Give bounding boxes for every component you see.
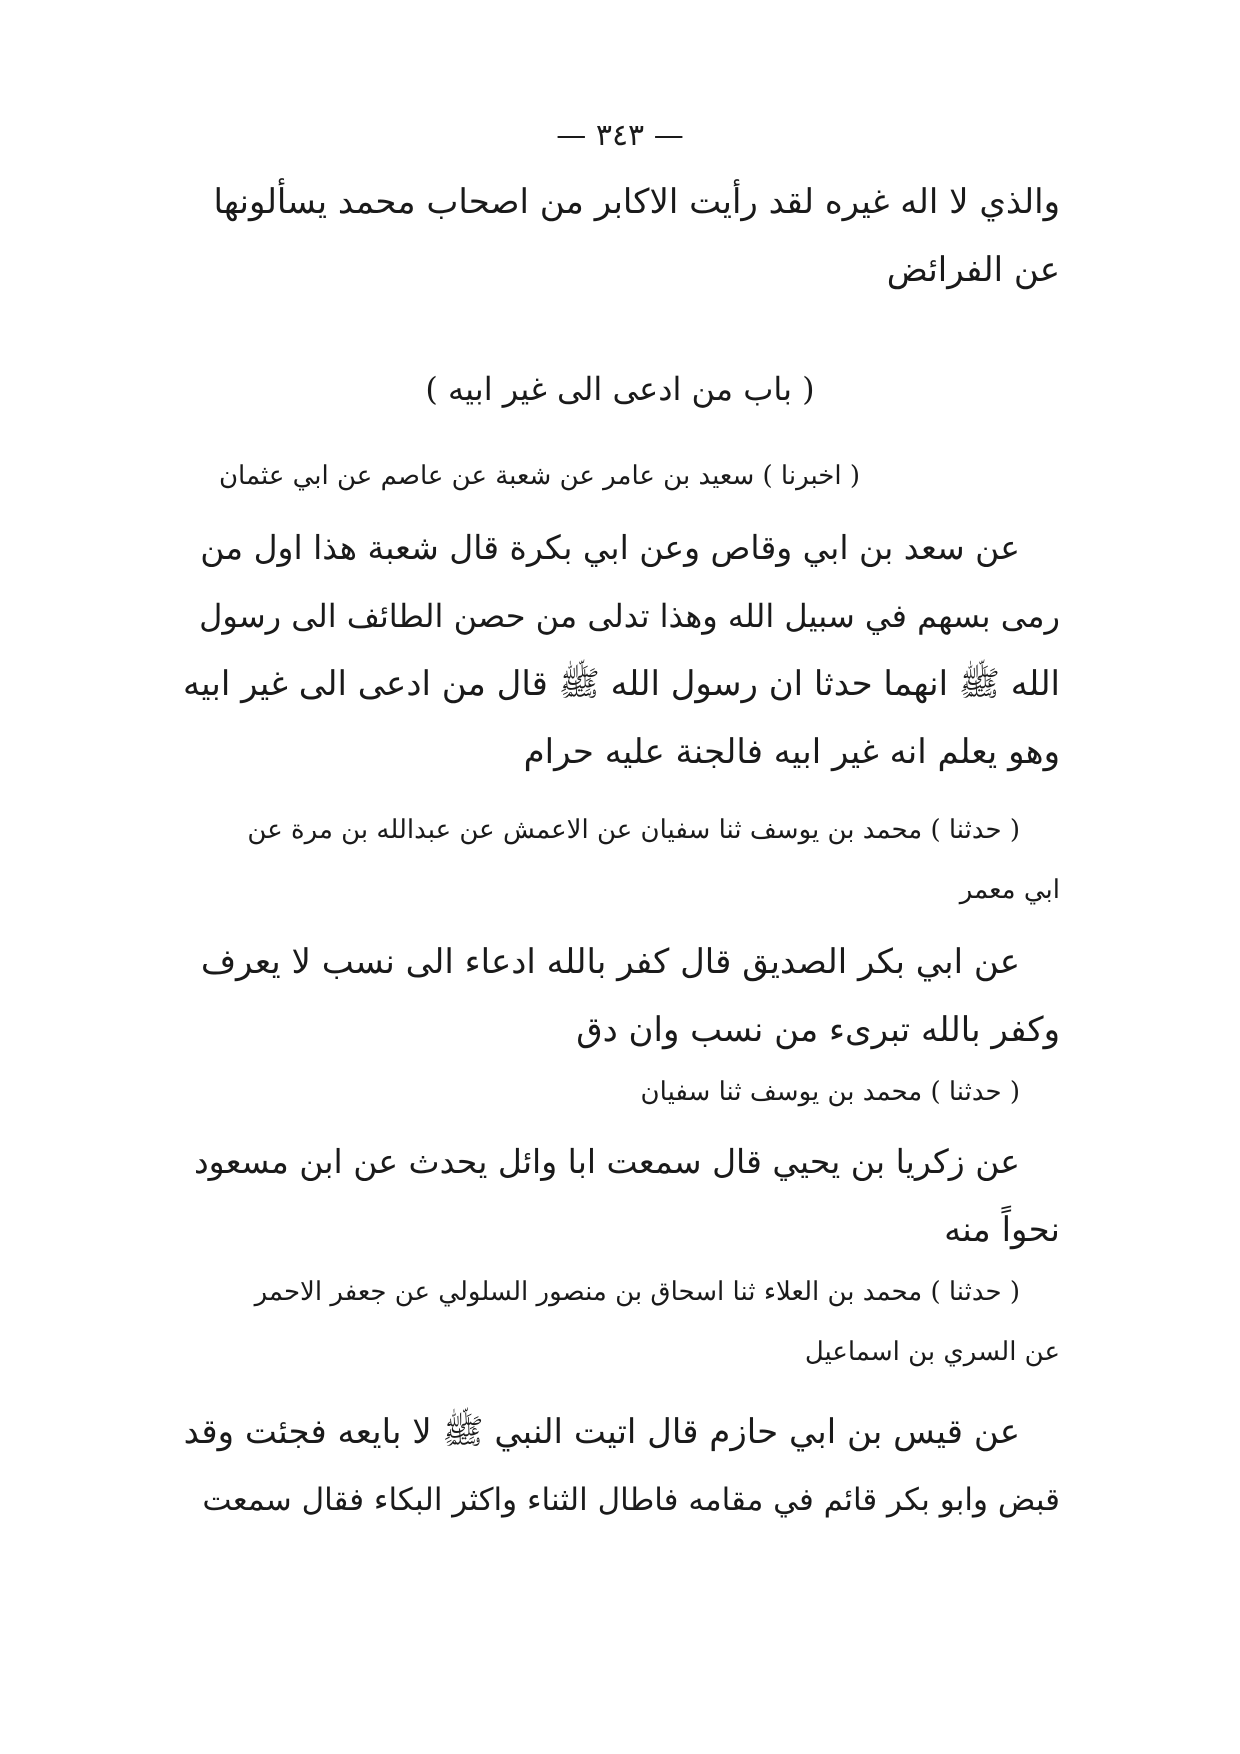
- isnad-chain: [180, 1262, 1060, 1382]
- text-line: والذي لا اله غيره لقد رأيت الاكابر من اصحاب محمد يسألونها: [213, 182, 1060, 222]
- paragraph: [180, 1398, 1060, 1534]
- text-line: عن ابي بكر الصديق قال كفر بالله ادعاء الى نسب لا يعرف: [200, 942, 1020, 982]
- text-line: ( اخبرنا ) سعيد بن عامر عن شعبة عن عاصم عن ابي عثمان: [218, 461, 860, 491]
- text-line: الله ﷺ انهما حدثا ان رسول الله ﷺ قال من ادعى الى غير ابيه: [182, 664, 1060, 704]
- page-number: — ٣٤٣ —: [556, 118, 684, 153]
- text-line: عن قيس بن ابي حازم قال اتيت النبي ﷺ لا بايعه فجئت وقد: [183, 1412, 1020, 1452]
- paragraph: [180, 1128, 1060, 1264]
- text-line: ابي معمر: [959, 875, 1060, 905]
- text-line: ( حدثنا ) محمد بن يوسف ثنا سفيان: [640, 1077, 1020, 1107]
- paragraph: [180, 514, 1060, 786]
- isnad-chain: [180, 800, 1060, 920]
- chapter-heading: ( باب من ادعى الى غير ابيه ): [425, 370, 815, 408]
- isnad-chain: [180, 446, 1060, 506]
- text-line: رمى بسهم في سبيل الله وهذا تدلى من حصن الطائف الى رسول: [199, 597, 1060, 635]
- paragraph: [180, 928, 1060, 1064]
- text-line: عن الفرائض: [886, 250, 1060, 290]
- text-line: عن زكريا بن يحيي قال سمعت ابا وائل يحدث عن ابن مسعود: [193, 1142, 1020, 1181]
- isnad-chain: [180, 1062, 1060, 1122]
- text-line: قبض وابو بكر قائم في مقامه فاطال الثناء واكثر البكاء فقال سمعت: [202, 1482, 1060, 1518]
- paragraph: [180, 168, 1060, 304]
- text-line: عن سعد بن ابي وقاص وعن ابي بكرة قال شعبة هذا اول من: [200, 528, 1020, 567]
- text-line: ( حدثنا ) محمد بن العلاء ثنا اسحاق بن منصور السلولي عن جعفر الاحمر: [254, 1277, 1020, 1307]
- text-line: ( حدثنا ) محمد بن يوسف ثنا سفيان عن الاعمش عن عبدالله بن مرة عن: [247, 815, 1020, 845]
- text-line: وكفر بالله تبرىء من نسب وان دق: [576, 1010, 1060, 1050]
- text-line: عن السري بن اسماعيل: [804, 1337, 1060, 1367]
- text-line: نحواً منه: [944, 1210, 1060, 1250]
- text-line: وهو يعلم انه غير ابيه فالجنة عليه حرام: [523, 732, 1060, 772]
